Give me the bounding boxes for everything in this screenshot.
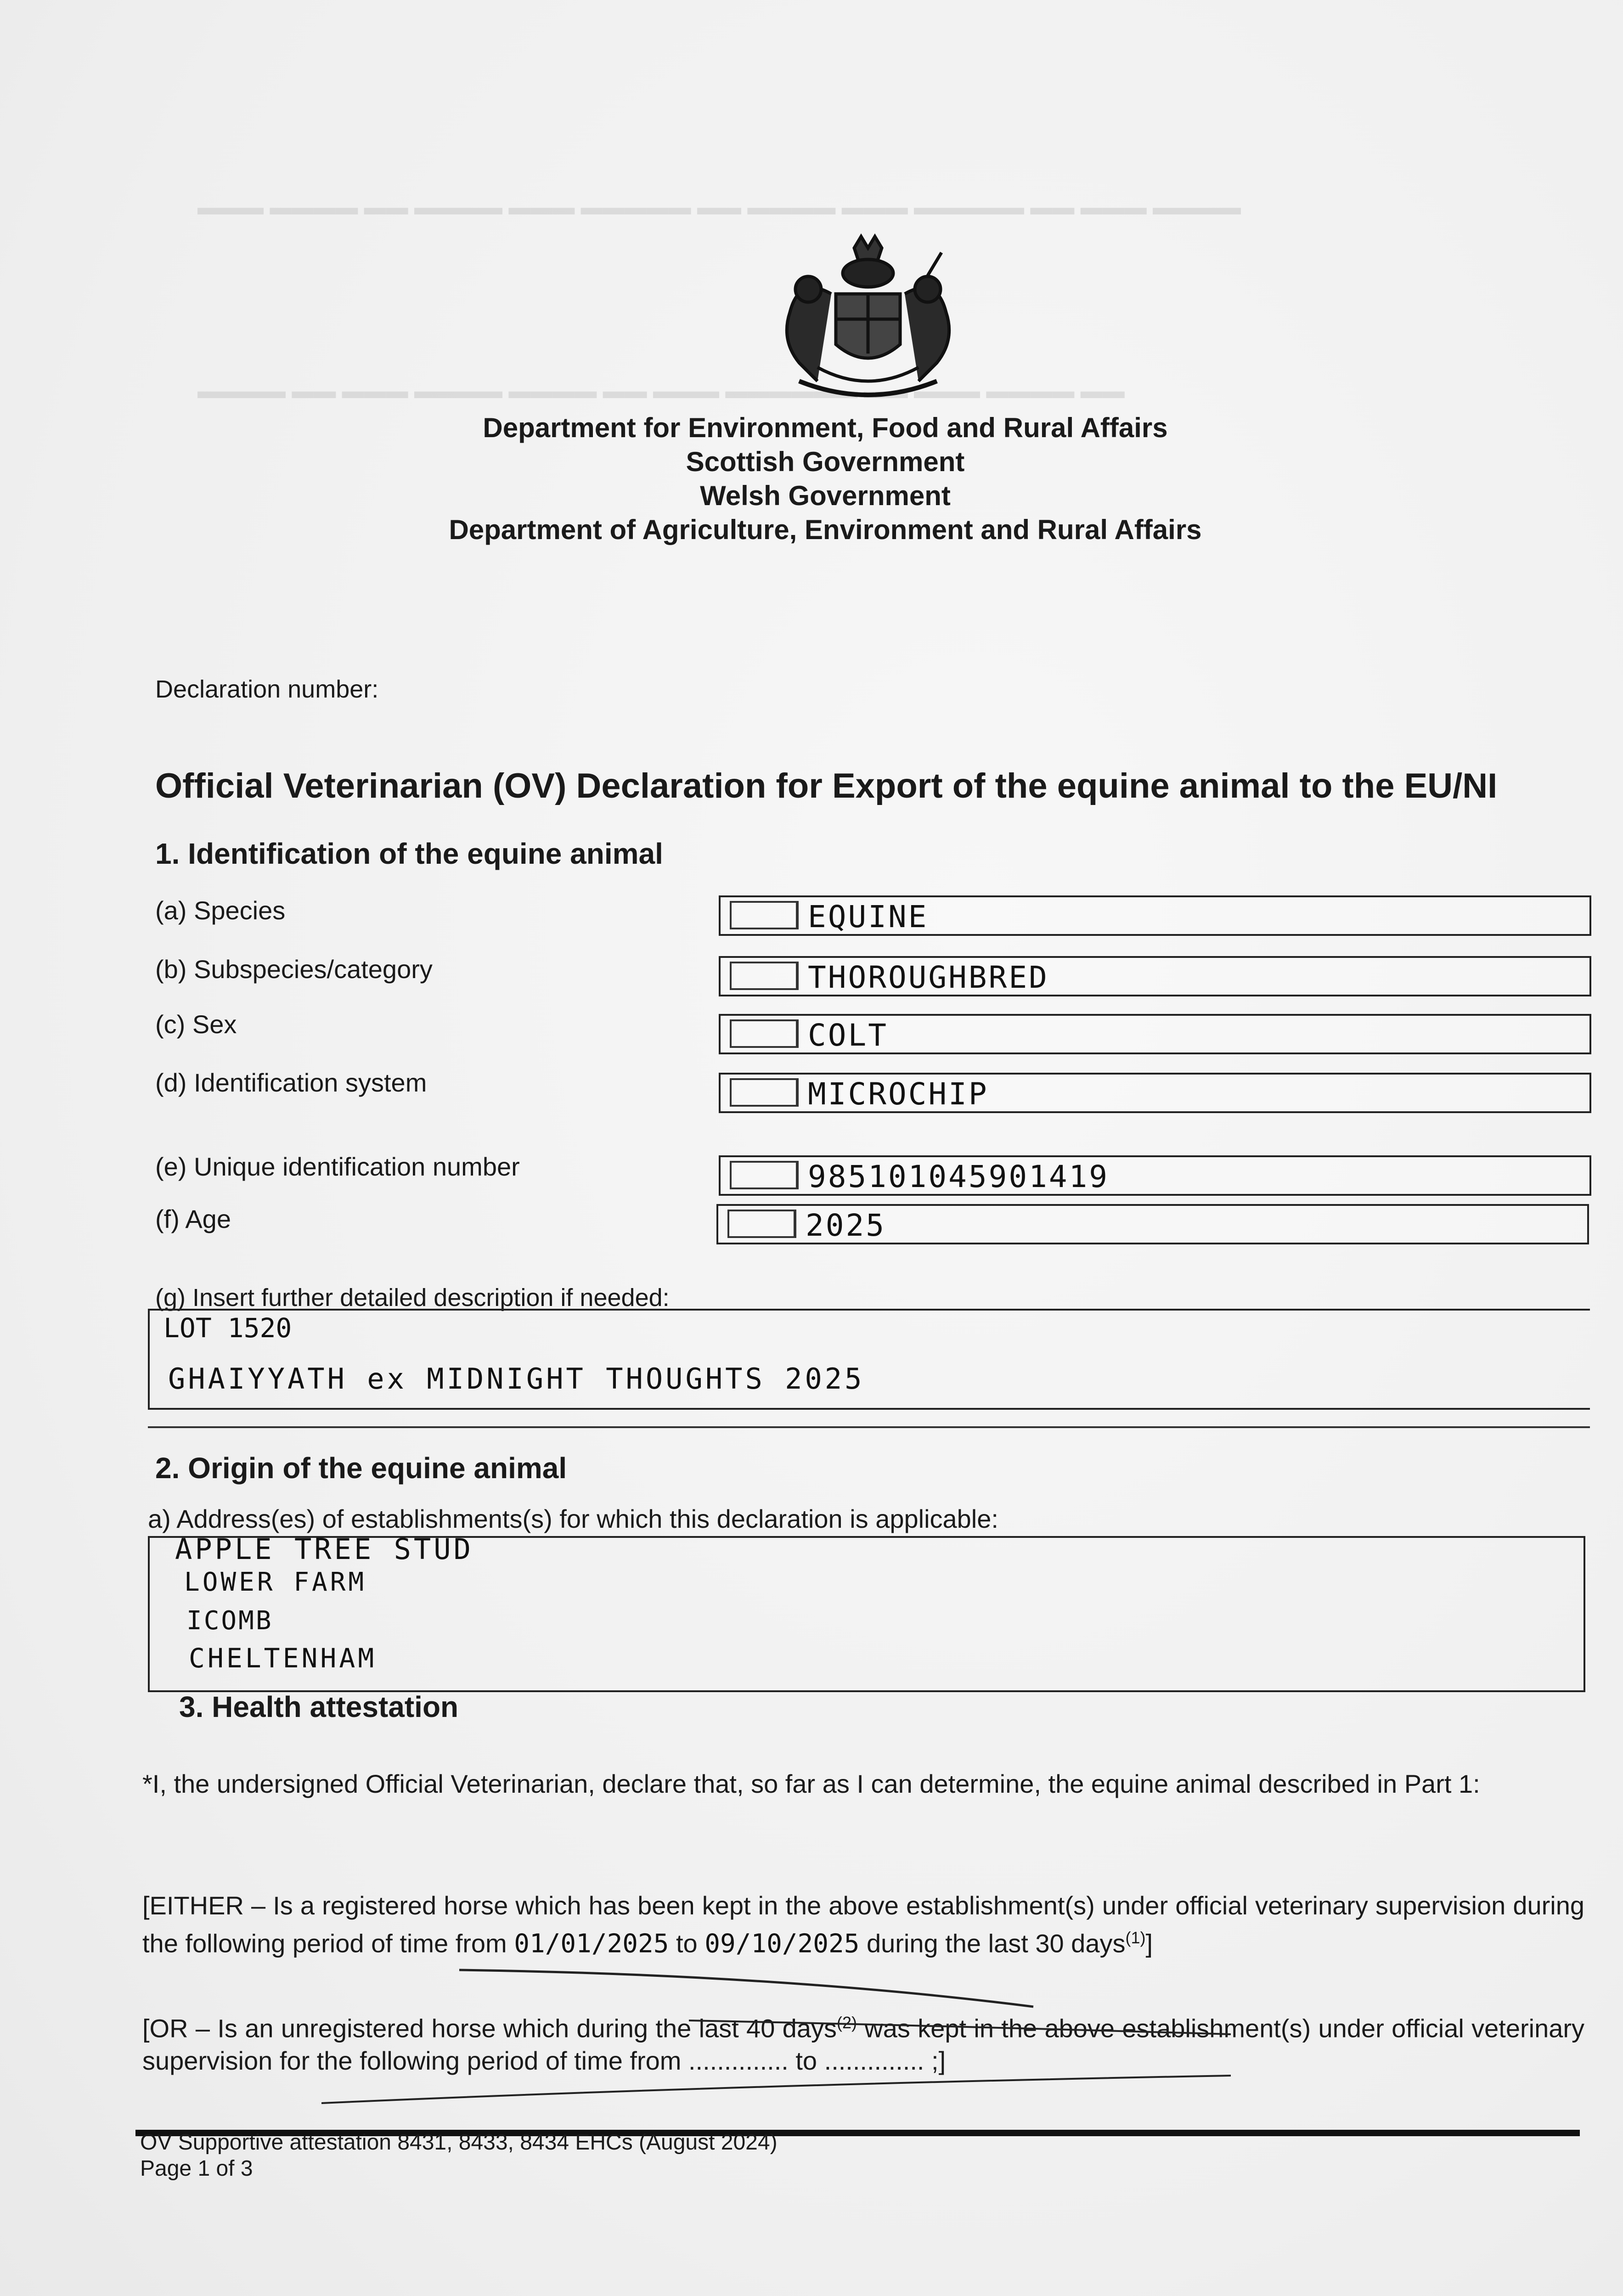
either-from-date: 01/01/2025 [514, 1929, 669, 1959]
address-line: LOWER FARM [184, 1567, 367, 1597]
show-through-text: ▬▬▬▬ ▬▬ ▬▬▬ ▬▬▬▬ ▬▬▬▬ ▬▬ ▬▬▬ ▬▬▬▬▬▬ ▬▬ ▬▬▬ ▬▬▬▬ ▬▬ [197, 379, 1125, 403]
unique-id-field[interactable] [719, 1155, 1591, 1196]
checkbox[interactable] [730, 1019, 799, 1048]
health-attestation-intro: *I, the undersigned Official Veterinarian, declare that, so far as I can determine, the equine animal described in Part 1: [142, 1769, 1480, 1798]
further-description-box[interactable] [148, 1309, 1590, 1410]
subspecies-field[interactable] [719, 956, 1591, 996]
strike-through-lines [321, 1956, 1561, 2108]
either-to-word: to [676, 1929, 698, 1958]
declaration-number-label: Declaration number: [155, 675, 379, 703]
or-text-end: was kept in the above establishment(s) under official veterinary supervision for the following period of time from .............. to .............. ;] [142, 2014, 1584, 2075]
unique-id-value: 985101045901419 [808, 1159, 1110, 1194]
section-3-heading: 3. Health attestation [179, 1690, 459, 1723]
age-label: (f) Age [155, 1204, 231, 1233]
footnote-marker: (1) [1125, 1928, 1146, 1947]
footer-reference: OV Supportive attestation 8431, 8433, 8434 EHCs (August 2024) [140, 2130, 778, 2155]
species-label: (a) Species [155, 896, 286, 925]
department-name: Department for Environment, Food and Rural Affairs [483, 412, 1168, 443]
checkbox[interactable] [730, 1161, 799, 1189]
or-text: [OR – Is an unregistered horse which during the last 40 days [142, 2014, 837, 2043]
sex-value: COLT [808, 1018, 888, 1053]
lot-number-text: LOT 1520 [163, 1312, 292, 1344]
sex-label: (c) Sex [155, 1010, 237, 1039]
checkbox[interactable] [730, 901, 799, 929]
address-label: a) Address(es) of establishments(s) for which this declaration is applicable: [148, 1504, 998, 1533]
identification-system-field[interactable] [719, 1073, 1591, 1113]
address-line: ICOMB [186, 1606, 273, 1636]
age-value: 2025 [806, 1208, 886, 1243]
issuing-departments [0, 411, 1623, 547]
either-text-end: during the last 30 days [866, 1929, 1126, 1958]
species-value: EQUINE [808, 899, 929, 934]
royal-coat-of-arms-icon [762, 230, 974, 413]
checkbox[interactable] [730, 1078, 799, 1107]
page-number: Page 1 of 3 [140, 2156, 253, 2181]
address-line: CHELTENHAM [189, 1643, 377, 1674]
either-clause [142, 1890, 1584, 1960]
further-description-label: (g) Insert further detailed description if needed: [155, 1284, 670, 1311]
section-2-heading: 2. Origin of the equine animal [155, 1452, 567, 1485]
sex-field[interactable] [719, 1014, 1591, 1054]
department-name: Welsh Government [700, 480, 951, 511]
footnote-marker: (2) [836, 2013, 857, 2032]
either-to-date: 09/10/2025 [704, 1929, 860, 1959]
address-line: APPLE TREE STUD [175, 1532, 473, 1566]
divider [148, 1426, 1590, 1428]
checkbox[interactable] [727, 1210, 796, 1238]
species-field[interactable] [719, 895, 1591, 936]
department-name: Scottish Government [686, 446, 965, 477]
subspecies-label: (b) Subspecies/category [155, 955, 433, 984]
section-1-heading: 1. Identification of the equine animal [155, 837, 663, 870]
address-box[interactable] [148, 1532, 1585, 1692]
show-through-text: ▬▬▬ ▬▬▬▬ ▬▬ ▬▬▬▬ ▬▬▬ ▬▬▬▬▬ ▬▬ ▬▬▬▬ ▬▬▬ ▬▬▬▬▬ ▬▬ ▬▬▬ ▬▬▬▬ [197, 195, 1241, 219]
age-field[interactable] [716, 1204, 1589, 1244]
checkbox[interactable] [730, 962, 799, 990]
either-text: [EITHER – Is a registered horse which has been kept in the above establishment(s) under official veterinary supervision during the following period of time from [142, 1891, 1584, 1958]
department-name: Department of Agriculture, Environment and Rural Affairs [449, 514, 1202, 545]
unique-id-label: (e) Unique identification number [155, 1152, 520, 1181]
document-title: Official Veterinarian (OV) Declaration for Export of the equine animal to the EU/NI [155, 766, 1498, 805]
identification-system-value: MICROCHIP [808, 1076, 989, 1112]
breeding-text: GHAIYYATH ex MIDNIGHT THOUGHTS 2025 [168, 1362, 865, 1396]
identification-system-label: (d) Identification system [155, 1068, 427, 1097]
bracket-close: ] [1145, 1929, 1153, 1958]
subspecies-value: THOROUGHBRED [808, 960, 1049, 995]
